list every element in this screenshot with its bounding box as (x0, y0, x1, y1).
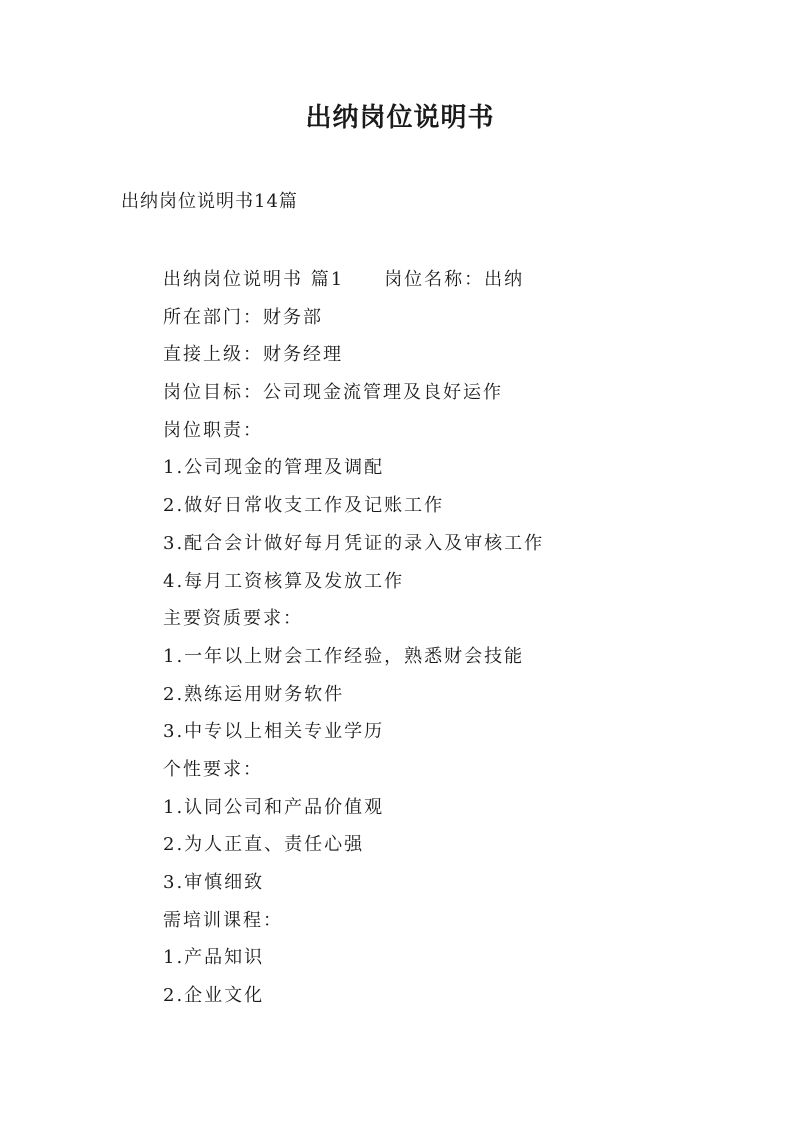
body-line: 1.产品知识 (163, 947, 265, 969)
body-line: 直接上级：财务经理 (163, 344, 343, 366)
body-line: 3.中专以上相关专业学历 (163, 721, 385, 743)
body-line: 2.做好日常收支工作及记账工作 (163, 495, 445, 517)
position-name: 岗位名称：出纳 (384, 269, 525, 290)
body-line: 主要资质要求： (163, 608, 303, 630)
body-line: 岗位目标：公司现金流管理及良好运作 (163, 382, 503, 404)
body-line: 3.配合会计做好每月凭证的录入及审核工作 (163, 532, 545, 554)
body-line: 2.熟练运用财务软件 (163, 683, 345, 705)
section-header-line (163, 261, 763, 299)
body-line: 2.企业文化 (163, 985, 265, 1007)
body-line: 岗位职责： (163, 419, 263, 441)
document-subtitle: 出纳岗位说明书14篇 (121, 191, 298, 212)
body-line: 3.审慎细致 (163, 872, 265, 893)
body-line: 1.公司现金的管理及调配 (163, 457, 385, 479)
document-body (163, 261, 763, 1015)
section-heading: 出纳岗位说明书 篇1 (163, 269, 345, 290)
body-line: 2.为人正直、责任心强 (163, 834, 365, 856)
body-line: 1.认同公司和产品价值观 (163, 796, 385, 818)
body-line: 所在部门：财务部 (163, 306, 323, 328)
body-line: 4.每月工资核算及发放工作 (163, 570, 405, 592)
document-title: 出纳岗位说明书 (305, 103, 495, 133)
body-line: 需培训课程： (163, 909, 283, 931)
body-line: 1.一年以上财会工作经验，熟悉财会技能 (163, 645, 525, 667)
body-line: 个性要求： (163, 758, 263, 780)
